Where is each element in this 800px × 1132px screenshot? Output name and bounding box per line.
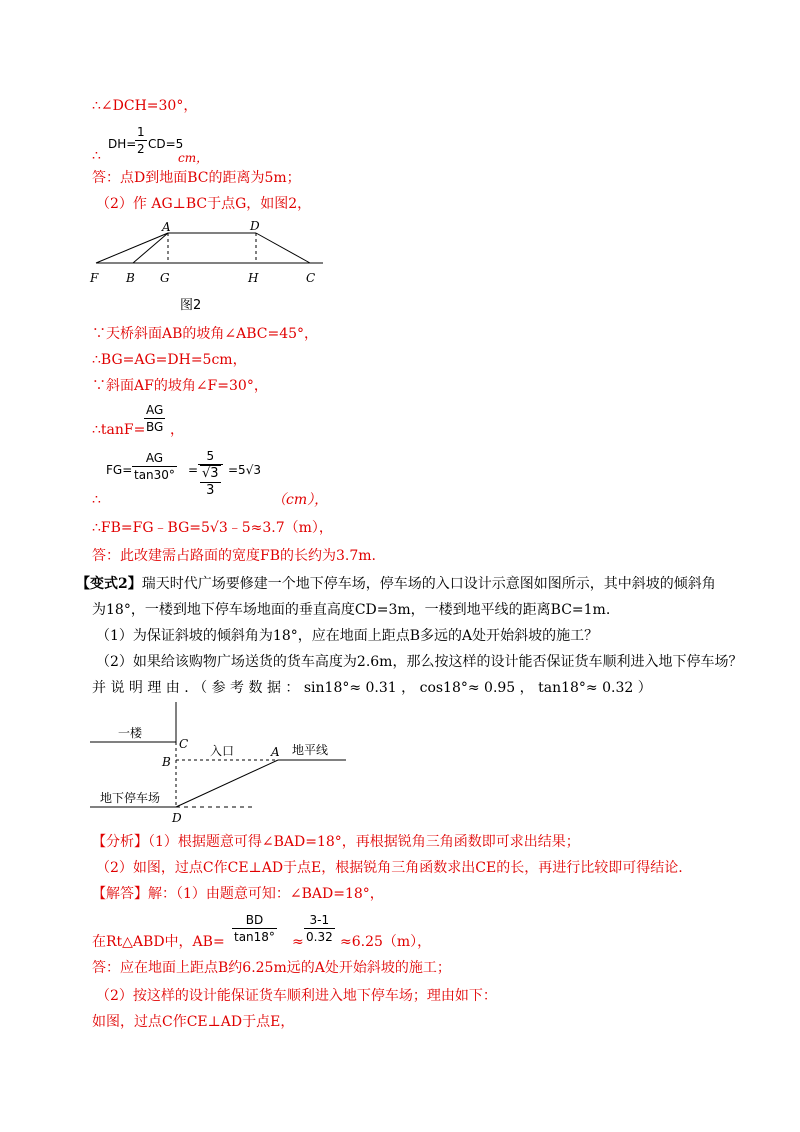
question-2-reference-data: 并 说 明 理 由 . （ 参 考 数 据 ： sin18°≈ 0.31 ， cos18°≈ 0.95 ， tan18°≈ 0.32 ）: [92, 680, 652, 696]
five-over-root3-over-3: $\frac{5}{\frac{√3}{3}}$: [198, 448, 223, 499]
line-angle-dch: ∴∠DCH=30°，: [92, 98, 198, 114]
label-garage: 地下停车场: [100, 791, 161, 805]
dh-rhs: CD=5: [148, 137, 184, 151]
line-answer-1: 答：点D到地面BC的距离为5m；: [92, 170, 301, 186]
analysis-2: （2）如图，过点C作CE⊥AD于点E，根据锐角三角函数求出CE的长，再进行比较即可得结论.: [96, 860, 683, 876]
half-fraction: $\frac{1}{2}$: [137, 125, 145, 156]
label-G: G: [160, 271, 170, 285]
label-H: H: [248, 271, 259, 285]
unit-cm-2: （cm），: [272, 492, 329, 508]
label-floor1: 一楼: [118, 726, 143, 740]
label-entrance: 入口: [210, 744, 235, 758]
question-2: （2）如果给该购物广场送货的货车高度为2.6m，那么按这样的设计能否保证货车顺利进入地下停车场？: [96, 654, 743, 670]
line-bg-ag: ∴BG=AG=DH=5cm，: [92, 352, 247, 368]
label-D: D: [250, 219, 260, 233]
ab-lhs: 在Rt△ABD中，AB=: [92, 934, 225, 950]
label-A: A: [162, 220, 171, 234]
solution-construct-ce: 如图，过点C作CE⊥AD于点E，: [92, 1014, 295, 1030]
tanf-lhs: ∴tanF=: [92, 422, 146, 438]
label-B: B: [126, 271, 135, 285]
therefore-symbol-2: ∴: [92, 492, 101, 508]
solution-answer-1: 答：应在地面上距点B约6.25m远的A处开始斜坡的施工；: [92, 960, 451, 976]
figure-parking-entrance: [88, 700, 352, 826]
question-1: （1）为保证斜坡的倾斜角为18°，应在地面上距点B多远的A处开始斜坡的施工？: [96, 628, 599, 644]
figure-2-trapezoid: [88, 218, 328, 294]
line-slope-af: ∵斜面AF的坡角∠F=30°，: [92, 378, 268, 394]
label-F: F: [90, 271, 99, 285]
variant-2-statement-2: 为18°，一楼到地下停车场地面的垂直高度CD=3m，一楼到地平线的距离BC=1m.: [92, 602, 611, 618]
fg-eq: =: [188, 463, 199, 477]
approx-1: ≈: [292, 934, 304, 950]
solution-2: （2）按这样的设计能保证货车顺利进入地下停车场；理由如下：: [96, 988, 497, 1004]
label-horizon: 地平线: [292, 743, 329, 757]
line-fb-calc: ∴FB=FG﹣BG=5√3﹣5≈3.7（m），: [92, 520, 333, 536]
line-slope-ab: ∵天桥斜面AB的坡角∠ABC=45°，: [92, 326, 319, 342]
label-D: D: [172, 811, 182, 825]
ab-result: ≈6.25（m），: [340, 934, 432, 950]
variant-2-statement: 【变式2】瑞天时代广场要修建一个地下停车场，停车场的入口设计示意图如图所示，其中斜坡的倾斜角: [76, 576, 716, 592]
tanf-comma: ，: [170, 422, 184, 438]
solution-1: 【解答】解：（1）由题意可知：∠BAD=18°，: [92, 886, 384, 902]
unit-cm: cm，: [178, 151, 209, 165]
fg-lhs: FG=: [106, 463, 133, 477]
label-A: A: [271, 745, 280, 759]
variant-2-title: 【变式2】: [76, 576, 142, 592]
figure-2-caption: 图2: [180, 298, 202, 313]
label-C: C: [306, 271, 316, 285]
ag-over-tan30: $\frac{AG}{\tan 30^\circ}$: [134, 451, 175, 482]
therefore-symbol: ∴: [92, 148, 101, 164]
line-answer-2: 答：此改建需占路面的宽度FB的长约为3.7m.: [92, 548, 376, 564]
line-construct-ag: （2）作 AG⊥BC于点G，如图2，: [96, 196, 312, 212]
bd-over-tan18: $\frac{BD}{\tan 18^\circ}$: [234, 913, 275, 944]
analysis-1: 【分析】（1）根据题意可得∠BAD=18°，再根据锐角三角函数即可求出结果；: [92, 834, 580, 850]
label-B: B: [162, 755, 171, 769]
2-over-032: $\frac{3-1}{0.32}$: [306, 913, 333, 944]
dh-lhs: DH=: [108, 137, 137, 151]
ag-over-bg: $\frac{AG}{BG}$: [146, 403, 164, 434]
fg-result: =5√3: [228, 463, 261, 477]
label-C: C: [179, 737, 189, 751]
